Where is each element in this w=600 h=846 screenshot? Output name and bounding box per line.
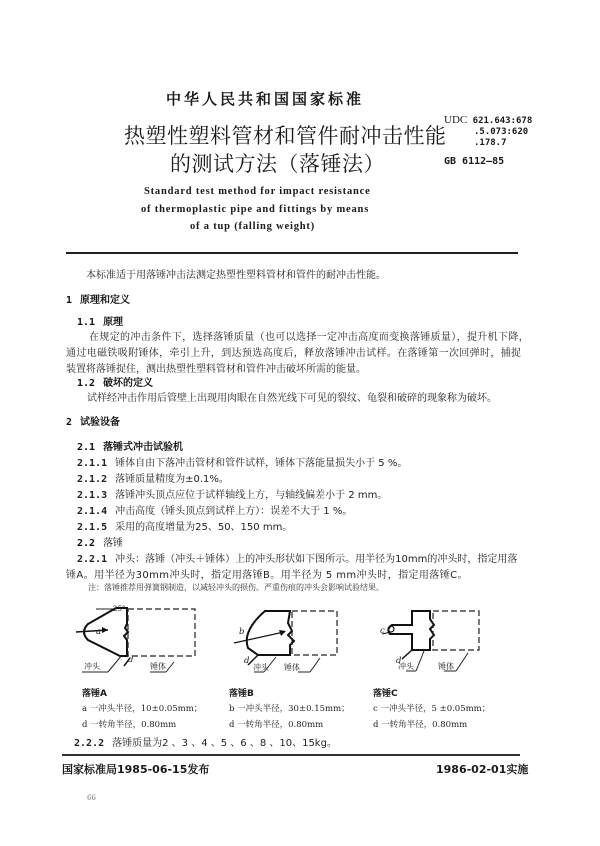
fig-a-angle-label: 25° — [113, 605, 126, 613]
fig-a-corner-symbol: d — [128, 655, 134, 665]
fig-a-tup-label: 冲头 — [84, 662, 100, 671]
section-1-heading: 1 原理和定义 — [66, 295, 131, 306]
fig-b-caption-line2: d 一转角半径，0.80mm — [229, 720, 324, 730]
fig-a-caption-title: 落锤A — [82, 689, 107, 699]
title-cn-line1: 热塑性塑料管材和管件耐冲击性能 — [124, 124, 447, 148]
section-2-2-1-line2: 锤A。用半径为30mm冲头时，指定用落锤B。用半径为 5 mm冲头时，指定用落锤C。 — [66, 570, 468, 581]
section-2-1-heading: 2.1 落锤式冲击试验机 — [77, 442, 184, 453]
section-2-1-3: 2.1.3 落锤冲头顶点应位于试样轴线上方，与轴线偏差小于 2 mm。 — [77, 490, 388, 501]
section-1-1-line1: 在规定的冲击条件下，选择落锤质量（也可以选择一定冲击高度而变换落锤质量），提升机下降， — [89, 332, 530, 343]
section-1-1-line3: 装置将落锤捉住，测出热塑性塑料管材和管件冲击破坏所需的能量。 — [66, 364, 366, 375]
title-en-line1: Standard test method for impact resistance — [144, 186, 371, 197]
section-2-1-4: 2.1.4 冲击高度（锤头顶点到试样上方）：误差不大于 1 %。 — [77, 506, 353, 517]
fig-c-tup-label: 冲头 — [398, 662, 414, 671]
section-2-2-2: 2.2.2 落锤质量为2 、3 、4 、5 、6 、8 、10、15kg。 — [74, 738, 337, 749]
fig-b-caption-title: 落锤B — [229, 689, 254, 699]
fig-c-radius-symbol: c — [380, 626, 385, 636]
fig-a-radius-symbol: a — [96, 627, 102, 637]
title-cn-line2: 的测试方法（落锤法） — [170, 152, 385, 176]
udc-code — [444, 115, 532, 149]
fig-c-caption-title: 落锤C — [373, 689, 398, 699]
udc-line1: 621.643:678 — [472, 116, 533, 126]
fig-c-caption-line1: c 一冲头半径，5 ±0.05mm； — [373, 704, 491, 714]
section-2-1-2: 2.1.2 落锤质量精度为±0.1%。 — [77, 474, 229, 485]
fig-c-caption-line2: d 一转角半径，0.80mm — [373, 720, 468, 730]
intro-paragraph: 本标准适于用落锤冲击法测定热塑性塑料管材和管件的耐冲击性能。 — [86, 270, 386, 281]
fig-c-body-label: 锤体 — [438, 662, 454, 671]
issue-date: 国家标准局1985-06-15发布 — [62, 763, 210, 776]
title-en-line2: of thermoplastic pipe and fittings by means — [141, 204, 370, 215]
fig-b-body-label: 锤体 — [284, 663, 300, 672]
fig-a-body-label: 锤体 — [150, 662, 166, 671]
section-2-2-heading: 2.2 落锤 — [77, 538, 124, 549]
page-number: 66 — [87, 794, 96, 802]
section-1-2-heading: 1.2 破坏的定义 — [77, 378, 154, 389]
fig-b-caption-line1: b 一冲头半径，30±0.15mm； — [229, 704, 350, 714]
top-divider — [66, 252, 518, 254]
fig-b-radius-symbol: b — [239, 627, 245, 637]
section-1-1-heading: 1.1 原理 — [77, 317, 124, 328]
effective-date: 1986-02-01实施 — [436, 763, 529, 776]
fig-a-caption-line2: d 一转角半径，0.80mm — [82, 720, 177, 730]
gb-number: GB 6112—85 — [444, 156, 505, 167]
section-2-1-1: 2.1.1 锤体自由下落冲击管材和管件试样，锤体下落能量损失小于 5 %。 — [77, 458, 408, 469]
fig-b-tup-label: 冲头 — [253, 663, 269, 672]
title-en-line3: of a tup (falling weight) — [190, 221, 315, 232]
section-2-2-1-line1: 2.2.1 冲头：落锤（冲头＋锤体）上的冲头形状如下图所示。用半径为10mm的冲头时，指定用落 — [77, 554, 518, 565]
national-standard-heading: 中华人民共和国国家标准 — [166, 90, 365, 108]
section-1-2-text: 试样经冲击作用后管壁上出现用肉眼在自然光线下可见的裂纹、龟裂和破碎的现象称为破坏。 — [87, 393, 497, 404]
section-1-1-line2: 通过电磁铁吸附锤体，牵引上升，到达预选高度后，释放落锤冲击试样。在落锤第一次回弹时，捕捉 — [66, 348, 522, 359]
udc-line3: .178.7 — [474, 138, 507, 148]
udc-label: UDC — [444, 114, 468, 126]
figure-tup-c — [380, 605, 490, 680]
fig-c-corner-symbol: d — [396, 656, 402, 666]
section-2-1-5: 2.1.5 采用的高度增量为25、50、150 mm。 — [77, 522, 293, 533]
bottom-divider — [62, 754, 520, 756]
udc-line2: .5.073:620 — [474, 127, 529, 137]
section-2-2-1-note: 注：落锤推荐用弹簧钢制造，以减轻冲头的损伤。严重伤痕的冲头会影响试验结果。 — [88, 583, 384, 592]
fig-b-corner-symbol: d — [244, 656, 250, 666]
fig-a-caption-line1: a 一冲头半径，10±0.05mm； — [82, 704, 203, 714]
section-2-heading: 2 试验设备 — [66, 417, 121, 428]
